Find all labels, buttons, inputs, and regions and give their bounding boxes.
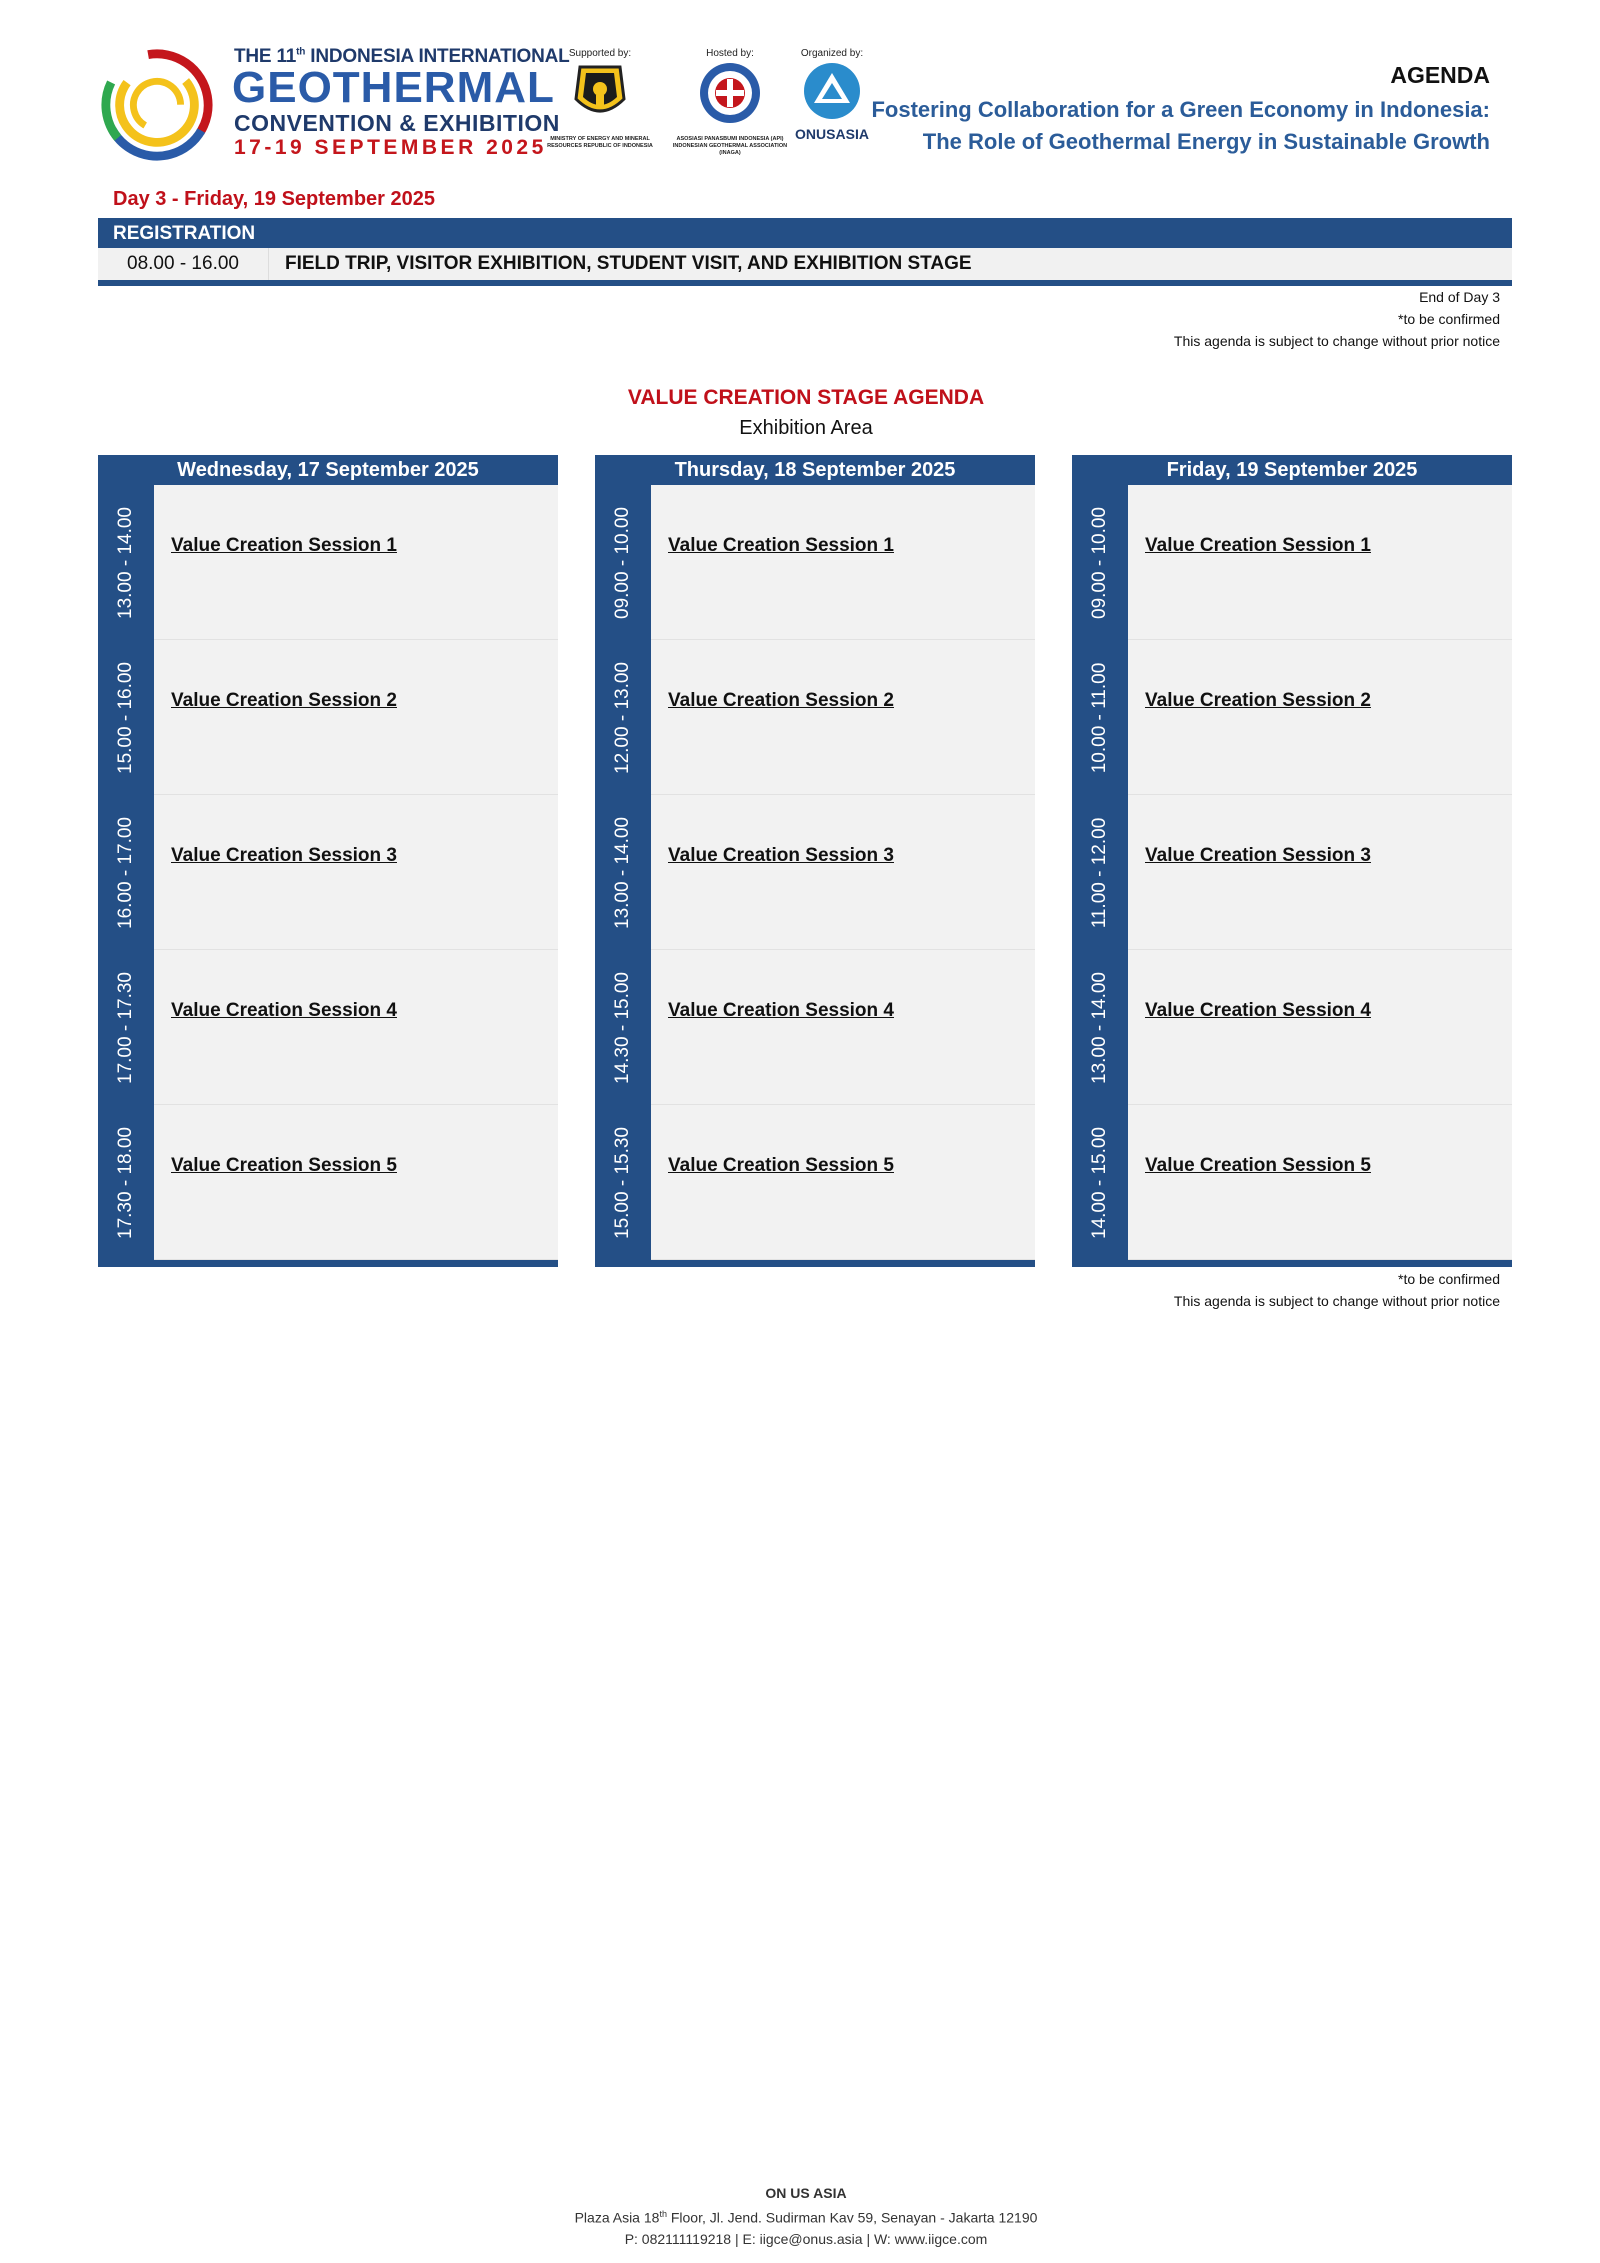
session-slot: [98, 640, 558, 795]
partner-ministry: [540, 48, 660, 150]
agenda-row-time: 08.00 - 16.00: [98, 248, 269, 280]
session-slot: [98, 950, 558, 1105]
brand-line-4: 17-19 SEPTEMBER 2025: [234, 136, 547, 159]
session-time-cell: [595, 1105, 651, 1260]
session-time: 11.00 - 12.00: [1089, 817, 1110, 928]
session-slot: [1072, 1105, 1512, 1260]
session-time: 10.00 - 11.00: [1089, 662, 1110, 773]
session-link[interactable]: Value Creation Session 3: [1145, 845, 1371, 866]
agenda-row-description: FIELD TRIP, VISITOR EXHIBITION, STUDENT VISIT, AND EXHIBITION STAGE: [285, 253, 972, 274]
tbc-note: *to be confirmed: [1398, 311, 1500, 327]
session-time-cell: [595, 950, 651, 1105]
session-time: 17.00 - 17.30: [115, 971, 136, 1084]
session-time-cell: [1072, 950, 1128, 1105]
ministry-emblem-icon: [540, 59, 660, 131]
event-logo: [98, 46, 570, 166]
session-time-cell: [98, 640, 154, 795]
partner-label: Organized by:: [800, 48, 864, 59]
change-notice: This agenda is subject to change without prior notice: [1173, 1293, 1500, 1309]
session-slot: [1072, 795, 1512, 950]
agenda-subtitle-line-2: The Role of Geothermal Energy in Sustainable Growth: [922, 129, 1490, 154]
session-link[interactable]: Value Creation Session 1: [171, 535, 397, 556]
change-notice: This agenda is subject to change without prior notice: [1173, 333, 1500, 349]
session-link[interactable]: Value Creation Session 3: [171, 845, 397, 866]
session-time-cell: [98, 950, 154, 1105]
day-column-header: Wednesday, 17 September 2025: [98, 455, 558, 485]
partner-label: Supported by:: [568, 48, 632, 59]
session-time-cell: [595, 640, 651, 795]
session-time-cell: [98, 795, 154, 950]
session-time-cell: [595, 795, 651, 950]
session-slot: [98, 795, 558, 950]
session-time: 09.00 - 10.00: [1089, 506, 1110, 619]
day-column-wednesday: [98, 455, 558, 1267]
session-slot: [1072, 950, 1512, 1105]
session-time: 15.00 - 15.30: [612, 1126, 633, 1239]
session-link[interactable]: Value Creation Session 5: [171, 1155, 397, 1176]
session-slot: [595, 485, 1035, 640]
column-footer-bar: [595, 1260, 1035, 1267]
session-link[interactable]: Value Creation Session 1: [668, 535, 894, 556]
registration-section-header: [98, 218, 1512, 248]
session-time: 14.00 - 15.00: [1089, 1126, 1110, 1239]
column-footer-bar: [1072, 1260, 1512, 1267]
tbc-note: *to be confirmed: [1398, 1271, 1500, 1287]
session-time: 15.00 - 16.00: [115, 661, 136, 774]
session-link[interactable]: Value Creation Session 4: [668, 1000, 894, 1021]
brand-line-3: CONVENTION & EXHIBITION: [234, 110, 560, 136]
session-time: 12.00 - 13.00: [612, 661, 633, 774]
brand-line-1: THE 11th INDONESIA INTERNATIONAL: [234, 46, 570, 67]
session-link[interactable]: Value Creation Session 2: [171, 690, 397, 711]
onus-asia-wordmark: ONUSASIA: [795, 126, 869, 142]
session-link[interactable]: Value Creation Session 2: [668, 690, 894, 711]
day-title: Day 3 - Friday, 19 September 2025: [113, 188, 436, 210]
session-time: 13.00 - 14.00: [612, 816, 633, 929]
session-time: 13.00 - 14.00: [115, 506, 136, 619]
session-link[interactable]: Value Creation Session 2: [1145, 690, 1371, 711]
session-time-cell: [1072, 1105, 1128, 1260]
section-label: REGISTRATION: [113, 223, 256, 244]
footer-contact: P: 082111119218 | E: iigce@onus.asia | W: www.iigce.com: [624, 2230, 988, 2247]
session-time: 14.30 - 15.00: [612, 971, 633, 1084]
value-creation-subtitle: Exhibition Area: [739, 417, 873, 439]
value-creation-title: VALUE CREATION STAGE AGENDA: [627, 386, 985, 409]
session-slot: [1072, 640, 1512, 795]
session-time-cell: [1072, 795, 1128, 950]
session-slot: [98, 1105, 558, 1260]
brand-line-2: GEOTHERMAL: [232, 63, 555, 112]
session-link[interactable]: Value Creation Session 3: [668, 845, 894, 866]
footer-address: Plaza Asia 18th Floor, Jl. Jend. Sudirman Kav 59, Senayan - Jakarta 12190: [574, 2209, 1038, 2226]
agenda-subtitle-line-1: Fostering Collaboration for a Green Economy in Indonesia:: [871, 97, 1490, 122]
session-slot: [595, 795, 1035, 950]
day-column-thursday: [595, 455, 1035, 1267]
session-time: 16.00 - 17.00: [115, 816, 136, 929]
geothermal-swirl-icon: [98, 46, 216, 164]
session-time: 09.00 - 10.00: [612, 506, 633, 619]
agenda-subtitle: [871, 94, 1490, 158]
session-time: 13.00 - 14.00: [1089, 971, 1110, 1084]
partner-caption: ASOSIASI PANASBUMI INDONESIA (API) INDONESIAN GEOTHERMAL ASSOCIATION (INAGA): [672, 136, 788, 156]
session-link[interactable]: Value Creation Session 5: [1145, 1155, 1371, 1176]
day-column-header: Thursday, 18 September 2025: [595, 455, 1035, 485]
column-footer-bar: [98, 1260, 558, 1267]
agenda-title: AGENDA: [1390, 62, 1490, 88]
day-column-friday: [1072, 455, 1512, 1267]
end-of-day-note: End of Day 3: [1419, 289, 1500, 305]
session-time-cell: [98, 485, 154, 640]
session-link[interactable]: Value Creation Session 1: [1145, 535, 1371, 556]
day-column-header: Friday, 19 September 2025: [1072, 455, 1512, 485]
footer-org: ON US ASIA: [765, 2185, 847, 2201]
session-slot: [98, 485, 558, 640]
session-slot: [595, 1105, 1035, 1260]
session-slot: [595, 950, 1035, 1105]
session-time-cell: [1072, 485, 1128, 640]
session-link[interactable]: Value Creation Session 4: [171, 1000, 397, 1021]
agenda-row: [98, 248, 1512, 286]
session-time: 17.30 - 18.00: [115, 1126, 136, 1239]
session-time-cell: [1072, 640, 1128, 795]
session-link[interactable]: Value Creation Session 4: [1145, 1000, 1371, 1021]
partner-label: Hosted by:: [706, 48, 754, 59]
session-slot: [595, 640, 1035, 795]
session-time-cell: [98, 1105, 154, 1260]
session-link[interactable]: Value Creation Session 5: [668, 1155, 894, 1176]
partner-caption: MINISTRY OF ENERGY AND MINERAL RESOURCES REPUBLIC OF INDONESIA: [547, 136, 653, 149]
page-footer: [0, 2183, 1600, 2250]
session-slot: [1072, 485, 1512, 640]
session-time-cell: [595, 485, 651, 640]
